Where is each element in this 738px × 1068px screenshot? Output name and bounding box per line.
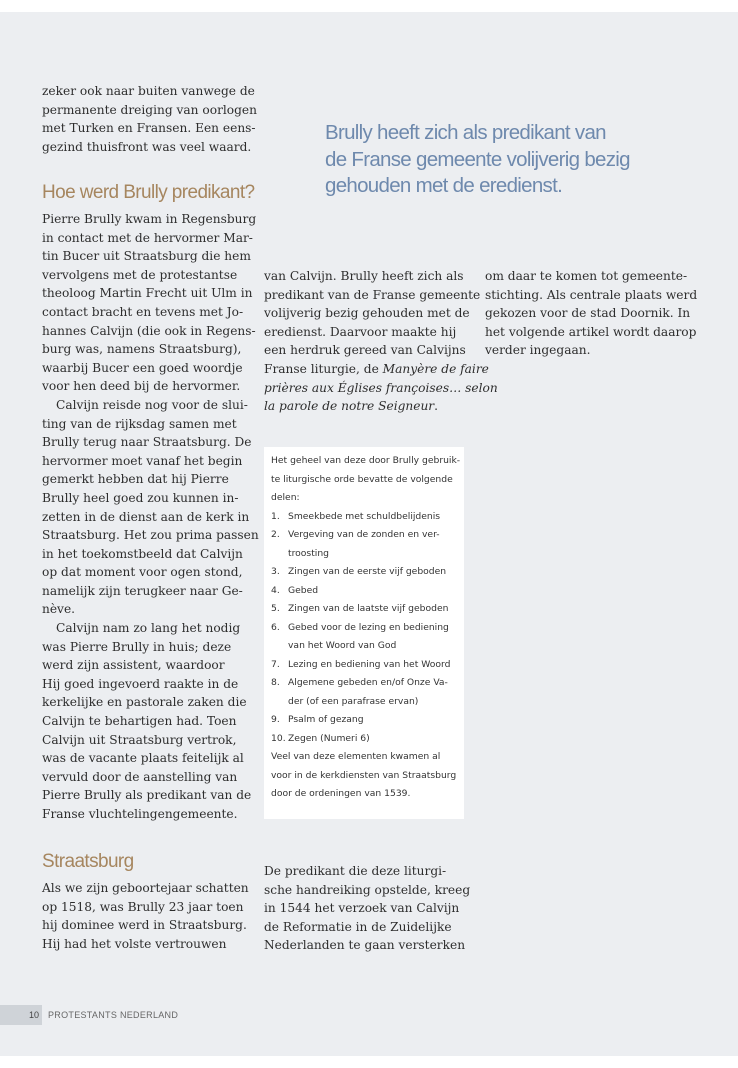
publication-name: PROTESTANTS NEDERLAND xyxy=(48,1010,179,1020)
text-line: in 1544 het verzoek van Calvijn xyxy=(264,901,460,916)
section-heading-straatsburg: Straatsburg xyxy=(42,851,134,872)
text-line: vervuld door de aanstelling van xyxy=(42,769,238,784)
box-intro-line: Het geheel van deze door Brully gebruik- xyxy=(271,455,461,466)
text-line: verder ingegaan. xyxy=(485,343,591,358)
text-line: Nederlanden te gaan versterken xyxy=(264,938,466,953)
text-line: nève. xyxy=(42,602,76,617)
liturgy-list xyxy=(271,508,458,749)
item-number: 1. xyxy=(271,510,280,522)
text-line xyxy=(264,397,474,416)
text-line: Brully terug naar Straatsburg. De xyxy=(42,435,252,450)
box-outro-line: voor in de kerkdiensten van Straatsburg xyxy=(271,769,457,781)
item-number: 4. xyxy=(271,584,280,596)
page-number: 10 xyxy=(0,1005,42,1025)
text-line: theoloog Martin Frecht uit Ulm in xyxy=(42,286,253,301)
pull-quote-line: de Franse gemeente volijverig bezig xyxy=(325,147,630,171)
text-line: contact bracht en tevens met Jo- xyxy=(42,304,244,319)
pull-quote-line: Brully heeft zich als predikant van xyxy=(325,121,606,144)
section-heading-predikant: Hoe werd Brully predikant? xyxy=(42,182,255,203)
text-line: Pierre Brully kwam in Regensburg xyxy=(42,212,257,226)
text-line: van Calvijn. Brully heeft zich als xyxy=(264,269,464,283)
column-2-bottom xyxy=(264,862,474,955)
item-text: Lezing en bediening van het Woord xyxy=(288,658,451,670)
text-line: waarbij Bucer een goed woordje xyxy=(42,360,243,375)
text-line xyxy=(264,379,498,398)
text-line: Calvijn uit Straatsburg vertrok, xyxy=(42,732,237,747)
box-intro-line: delen: xyxy=(271,492,300,503)
item-text: Algemene gebeden en/of Onze Va- xyxy=(288,677,448,688)
item-text: Gebed xyxy=(288,584,319,596)
column-1-body xyxy=(42,210,259,824)
item-number: 7. xyxy=(271,658,280,670)
list-item xyxy=(271,582,458,601)
item-number: 3. xyxy=(271,566,280,577)
text-line: voor hen deed bij de hervormer. xyxy=(42,379,241,394)
list-item xyxy=(271,711,458,730)
item-number: 9. xyxy=(271,714,280,725)
text-line: was de vacante plaats feitelijk al xyxy=(42,751,244,766)
text-line: Hij had het volste vertrouwen xyxy=(42,936,227,951)
list-item xyxy=(271,526,458,563)
text-line: zeker ook naar buiten vanwege de xyxy=(42,84,255,98)
text-line: Calvijn te behartigen had. Toen xyxy=(42,714,237,729)
text-line: werd zijn assistent, waardoor xyxy=(42,658,225,673)
text-line: hannes Calvijn (die ook in Regens- xyxy=(42,323,256,338)
text-line: het volgende artikel wordt daarop xyxy=(485,324,697,339)
item-text: Zingen van de eerste vijf geboden xyxy=(288,566,447,577)
text-line: een herdruk gereed van Calvijns xyxy=(264,343,466,358)
list-item xyxy=(271,563,458,582)
text-line: in contact met de hervormer Mar- xyxy=(42,230,253,245)
text-line: Franse vluchtelingengemeente. xyxy=(42,807,238,821)
item-text: Psalm of gezang xyxy=(288,714,364,725)
text-line: Brully heel goed zou kunnen in- xyxy=(42,490,239,505)
text-line: Als we zijn geboortejaar schatten xyxy=(42,881,249,895)
text-line: volijverig bezig gehouden met de xyxy=(264,306,470,321)
text-line: kerkelijke en pastorale zaken die xyxy=(42,695,247,710)
list-item xyxy=(271,656,458,675)
item-text: Zingen van de laatste vijf geboden xyxy=(288,603,449,614)
box-outro-line: door de ordeningen van 1539. xyxy=(271,788,411,799)
item-number: 6. xyxy=(271,621,280,633)
item-number: 2. xyxy=(271,529,280,540)
text-line: stichting. Als centrale plaats werd xyxy=(485,287,698,302)
column-1-intro xyxy=(42,82,257,156)
text-line: ting van de rijksdag samen met xyxy=(42,416,237,431)
book-title-italic: la parole de notre Seigneur xyxy=(264,399,435,414)
pull-quote-line: gehouden met de eredienst. xyxy=(325,174,563,197)
column-3-body xyxy=(485,267,700,360)
text-line: hervormer moet vanaf het begin xyxy=(42,453,243,468)
text-line: met Turken en Fransen. Een eens- xyxy=(42,121,256,136)
item-number: 10. xyxy=(271,732,286,744)
item-text: troosting xyxy=(288,547,330,559)
column-1-bottom xyxy=(42,879,247,953)
item-text: Zegen (Numeri 6) xyxy=(288,732,370,744)
text-line: tin Bucer uit Straatsburg die hem xyxy=(42,249,251,264)
text-run: Franse liturgie, de xyxy=(264,361,383,376)
text-line: Pierre Brully als predikant van de xyxy=(42,788,252,803)
text-run: . xyxy=(434,399,439,414)
list-item xyxy=(271,508,458,527)
text-line: om daar te komen tot gemeente- xyxy=(485,269,688,283)
text-line: Calvijn nam zo lang het nodig xyxy=(56,621,241,636)
text-line: predikant van de Franse gemeente xyxy=(264,287,481,302)
item-text: der (of een parafrase ervan) xyxy=(288,695,419,707)
item-text: Vergeving van de zonden en ver- xyxy=(288,529,440,540)
page xyxy=(0,12,738,1056)
text-line: burg was, namens Straatsburg), xyxy=(42,342,242,357)
pull-quote xyxy=(325,120,655,200)
text-line: gemerkt hebben dat hij Pierre xyxy=(42,472,229,487)
text-line: hij dominee werd in Straatsburg. xyxy=(42,918,247,933)
text-line: eredienst. Daarvoor maakte hij xyxy=(264,324,457,339)
text-line: permanente dreiging van oorlogen xyxy=(42,102,257,117)
text-line: sche handreiking opstelde, kreeg xyxy=(264,882,471,897)
list-item xyxy=(271,619,458,656)
text-line: De predikant die deze liturgi- xyxy=(264,864,447,878)
text-line: namelijk zijn terugkeer naar Ge- xyxy=(42,583,243,598)
text-line: op 1518, was Brully 23 jaar toen xyxy=(42,899,244,914)
text-line xyxy=(264,360,489,379)
text-line: Calvijn reisde nog voor de slui- xyxy=(56,397,248,412)
liturgy-info-box xyxy=(264,447,464,819)
list-item xyxy=(271,730,458,749)
text-line: was Pierre Brully in huis; deze xyxy=(42,639,232,654)
text-line: gekozen voor de stad Doornik. In xyxy=(485,306,691,321)
text-line: vervolgens met de protestantse xyxy=(42,267,238,282)
text-line: de Reformatie in de Zuidelijke xyxy=(264,919,452,934)
item-number: 5. xyxy=(271,603,280,614)
column-2-body xyxy=(264,267,498,416)
item-text: Smeekbede met schuldbelijdenis xyxy=(288,510,441,522)
text-line: in het toekomstbeeld dat Calvijn xyxy=(42,546,243,561)
item-text: Gebed voor de lezing en bediening xyxy=(288,621,449,633)
book-title-italic: Manyère de faire xyxy=(382,361,489,376)
text-line: zetten in de dienst aan de kerk in xyxy=(42,509,250,524)
text-line: op dat moment voor ogen stond, xyxy=(42,565,243,580)
text-line: gezind thuisfront was veel waard. xyxy=(42,139,252,154)
list-item xyxy=(271,600,458,619)
list-item xyxy=(271,674,458,711)
box-intro-line: te liturgische orde bevatte de volgende xyxy=(271,473,453,485)
text-line: Straatsburg. Het zou prima passen xyxy=(42,528,259,543)
item-number: 8. xyxy=(271,677,280,688)
box-outro-line: Veel van deze elementen kwamen al xyxy=(271,751,441,762)
text-line: Hij goed ingevoerd raakte in de xyxy=(42,676,239,691)
book-title-italic: prières aux Églises françoises… selon xyxy=(264,380,498,395)
item-text: van het Woord van God xyxy=(288,640,397,651)
